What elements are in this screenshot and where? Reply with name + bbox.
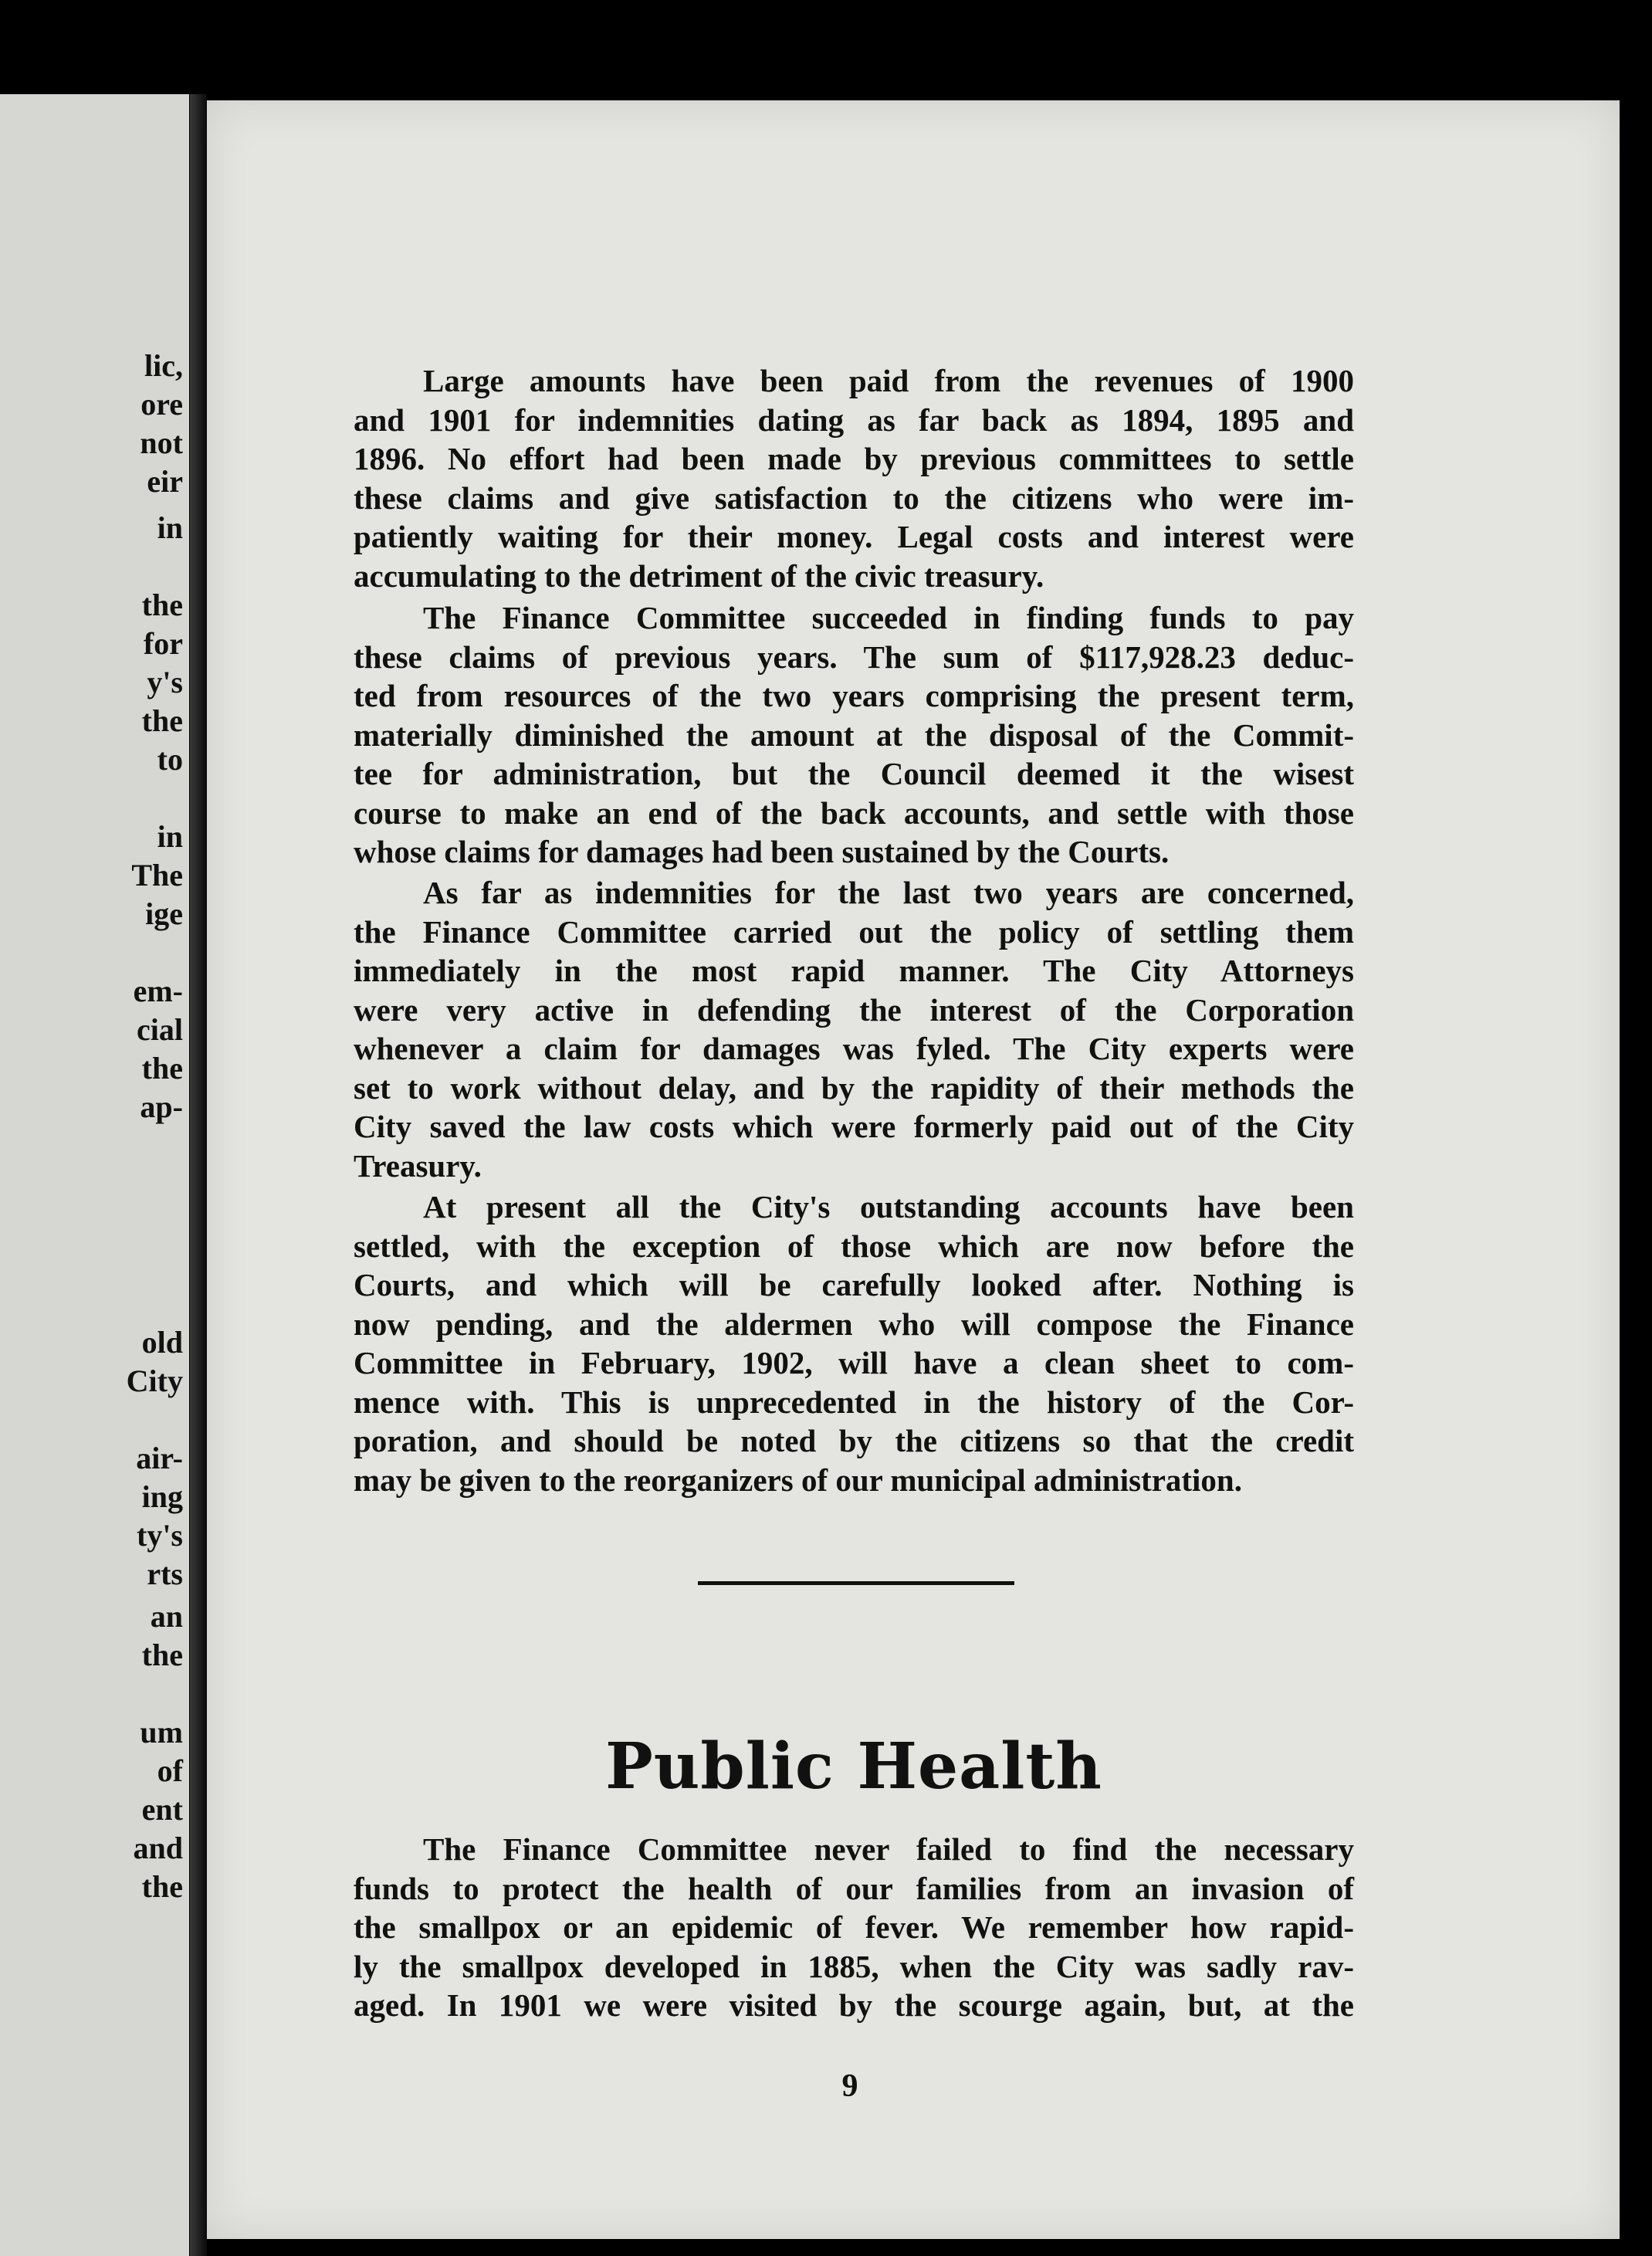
public-health-paragraph-1: [354, 1830, 1354, 2025]
text-line: Courts, and which will be carefully looked after. Nothing is: [354, 1267, 1354, 1302]
text-line: set to work without delay, and by the rapidity of their methods the: [354, 1069, 1354, 1106]
left-page-fragment: lic,: [144, 348, 183, 383]
binding-shadow: [190, 94, 207, 2256]
text-line: these claims and give satisfaction to the citizens who were im-: [354, 479, 1354, 516]
text-line: these claims of previous years. The sum of $117,928.23 deduc-: [354, 639, 1354, 675]
left-page-fragment: ent: [141, 1792, 183, 1827]
left-page-fragment: the: [141, 1869, 183, 1904]
page-number: 9: [841, 2068, 858, 2104]
text-line: aged. In 1901 we were visited by the scourge again, but, at the: [354, 1987, 1354, 2023]
left-page-fragment: old: [141, 1325, 183, 1360]
left-page-fragment: in: [157, 819, 183, 854]
left-page-fragment: to: [157, 742, 183, 777]
left-page-fragment: an: [150, 1599, 183, 1634]
text-line: accumulating to the detriment of the civic treasury.: [354, 557, 1044, 594]
left-page-fragment: the: [141, 1638, 183, 1672]
text-line: materially diminished the amount at the disposal of the Commit-: [354, 716, 1354, 753]
text-line: ted from resources of the two years comprising the present term,: [354, 678, 1354, 713]
text-line: may be given to the reorganizers of our municipal administration.: [354, 1462, 1242, 1498]
left-page-fragment: cial: [137, 1012, 183, 1047]
main-page: [207, 100, 1620, 2239]
text-line: whose claims for damages had been sustained by the Courts.: [354, 834, 1170, 869]
text-line: tee for administration, but the Council deemed it the wisest: [354, 756, 1354, 791]
text-line: Treasury.: [354, 1147, 482, 1184]
left-page-fragment: the: [141, 1051, 183, 1086]
text-line: poration, and should be noted by the citizens so that the credit: [354, 1423, 1354, 1458]
left-page-fragment: ige: [145, 896, 183, 931]
text-line: ly the smallpox developed in 1885, when the City was sadly rav-: [354, 1948, 1354, 1984]
text-line: As far as indemnities for the last two years are concerned,: [423, 875, 1354, 910]
text-line: patiently waiting for their money. Legal costs and interest were: [354, 519, 1354, 554]
left-page-fragment: rts: [147, 1557, 183, 1591]
text-line: were very active in defending the interest of the Corporation: [354, 991, 1354, 1028]
left-page-fragment: not: [140, 425, 183, 460]
text-line: and 1901 for indemnities dating as far back as 1894, 1895 and: [354, 401, 1354, 438]
text-line: Large amounts have been paid from the revenues of 1900: [423, 363, 1354, 398]
text-line: course to make an end of the back accounts, and settle with those: [354, 794, 1354, 831]
left-page-fragment: for: [143, 626, 183, 661]
left-page-fragment: ty's: [137, 1518, 183, 1553]
left-page-fragment: air-: [136, 1441, 183, 1475]
text-line: At present all the City's outstanding accounts have been: [423, 1189, 1354, 1225]
section-heading: Public Health: [605, 1729, 1102, 1804]
text-line: mence with. This is unprecedented in the history of the Cor-: [354, 1384, 1354, 1420]
left-page-fragment: em-: [133, 974, 183, 1008]
left-page-fragment: City: [126, 1363, 183, 1398]
text-line: Committee in February, 1902, will have a clean sheet to com-: [354, 1345, 1354, 1380]
section-divider-rule: [698, 1581, 1014, 1585]
left-page-fragment: ore: [140, 387, 183, 422]
text-line: The Finance Committee succeeded in finding funds to pay: [423, 600, 1354, 635]
left-page-fragment: The: [131, 858, 183, 893]
text-line: funds to protect the health of our families from an invasion of: [354, 1870, 1354, 1906]
text-line: settled, with the exception of those which are now before the: [354, 1228, 1354, 1264]
text-line: the Finance Committee carried out the policy of settling them: [354, 913, 1354, 950]
left-page-fragment: in: [157, 510, 183, 545]
left-page-fragment: y's: [147, 665, 183, 699]
text-line: City saved the law costs which were formerly paid out of the City: [354, 1109, 1354, 1144]
text-line: 1896. No effort had been made by previous committees to settle: [354, 441, 1354, 476]
left-facing-page: [0, 94, 189, 2256]
text-line: immediately in the most rapid manner. The City Attorneys: [354, 953, 1354, 988]
left-page-fragment: um: [140, 1715, 183, 1750]
left-page-fragment: ing: [141, 1479, 183, 1514]
left-page-fragment: of: [157, 1753, 183, 1788]
finance-paragraph-1: [354, 361, 1354, 595]
left-page-fragment: the: [141, 588, 183, 622]
finance-paragraph-3: [354, 873, 1354, 1185]
text-line: the smallpox or an epidemic of fever. We remember how rapid-: [354, 1909, 1354, 1945]
left-page-fragment: ap-: [140, 1089, 183, 1124]
finance-paragraph-2: [354, 598, 1354, 872]
left-page-fragment: eir: [147, 464, 183, 499]
text-line: whenever a claim for damages was fyled. The City experts were: [354, 1031, 1354, 1066]
text-line: now pending, and the aldermen who will compose the Finance: [354, 1306, 1354, 1342]
text-line: The Finance Committee never failed to find the necessary: [423, 1831, 1354, 1867]
left-page-fragment: and: [133, 1831, 183, 1865]
finance-paragraph-4: [354, 1187, 1354, 1499]
left-page-fragment: the: [141, 703, 183, 738]
